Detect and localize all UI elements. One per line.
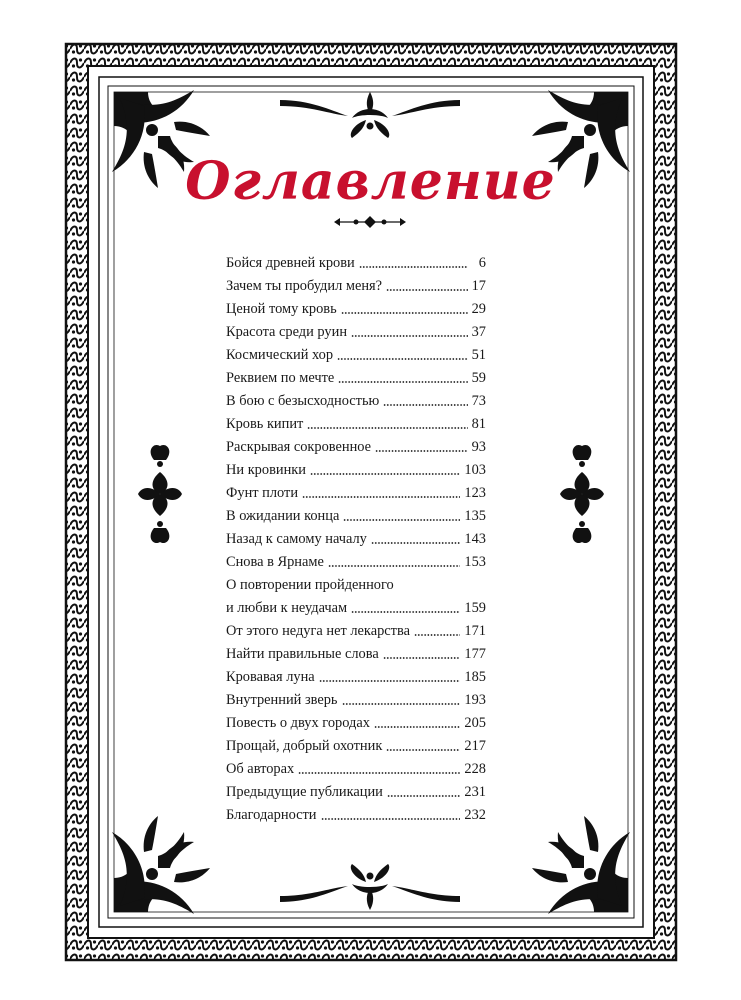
toc-entry-title: и любви к неудачам (226, 600, 348, 616)
toc-entry-page: 231 (464, 784, 486, 800)
toc-entry (226, 643, 486, 666)
toc-entry (226, 804, 486, 827)
toc-entry-title: В ожидании конца (226, 508, 340, 524)
toc-entry (226, 505, 486, 528)
toc-entry-title-line1: О повторении пройденного (226, 577, 394, 593)
toc-leader-dots (374, 725, 461, 729)
toc-entry-page: 6 (478, 255, 486, 271)
toc-entry-page: 228 (464, 761, 486, 777)
toc-entry-page: 103 (464, 462, 486, 478)
toc-entry (226, 367, 486, 390)
toc-entry-page: 123 (464, 485, 486, 501)
toc-entry-title: Найти правильные слова (226, 646, 379, 662)
toc-entry-page: 81 (471, 416, 486, 432)
toc-leader-dots (321, 817, 461, 821)
toc-entry (226, 298, 486, 321)
toc-entry-page: 143 (464, 531, 486, 547)
toc-leader-dots (343, 518, 460, 522)
toc-entry-title: В бою с безысходностью (226, 393, 380, 409)
toc-entry-title: Снова в Ярнаме (226, 554, 324, 570)
toc-entry-page: 153 (464, 554, 486, 570)
toc-entry-title: Космический хор (226, 347, 334, 363)
toc-leader-dots (328, 564, 461, 568)
toc-leader-dots (387, 794, 461, 798)
toc-leader-dots (351, 334, 468, 338)
toc-entry-title: Фунт плоти (226, 485, 299, 501)
toc-entry-title: Назад к самому началу (226, 531, 367, 547)
toc-leader-dots (371, 541, 461, 545)
toc-leader-dots (338, 380, 467, 384)
toc-entry-page: 135 (464, 508, 486, 524)
toc-entry-title: Раскрывая сокровенное (226, 439, 372, 455)
toc-entry (226, 344, 486, 367)
toc-entry (226, 459, 486, 482)
toc-entry-page: 93 (471, 439, 486, 455)
toc-entry (226, 275, 486, 298)
toc-leader-dots (386, 288, 468, 292)
toc-entry-page: 73 (471, 393, 486, 409)
toc-entry-page: 37 (471, 324, 486, 340)
toc-entry-page: 17 (471, 278, 486, 294)
toc-entry (226, 735, 486, 758)
toc-entry (226, 390, 486, 413)
toc-leader-dots (383, 656, 461, 660)
toc-entry (226, 666, 486, 689)
toc-entry (226, 413, 486, 436)
toc-leader-dots (337, 357, 468, 361)
toc-leader-dots (359, 265, 468, 269)
toc-leader-dots (375, 449, 468, 453)
toc-entry-page: 159 (464, 600, 486, 616)
toc-entry-title: Ни кровинки (226, 462, 306, 478)
toc-entry-title: Благодарности (226, 807, 317, 823)
toc-entry-title: Предыдущие публикации (226, 784, 383, 800)
toc-entry (226, 482, 486, 505)
toc-entry-page: 205 (464, 715, 486, 731)
toc-entry-page: 59 (471, 370, 486, 386)
toc-entry (226, 551, 486, 574)
toc-leader-dots (351, 610, 460, 614)
toc-entry-title: Об авторах (226, 761, 295, 777)
toc-leader-dots (319, 679, 461, 683)
toc-entry (226, 321, 486, 344)
toc-entry (226, 436, 486, 459)
toc-entry (226, 781, 486, 804)
toc-leader-dots (383, 403, 467, 407)
toc-entry (226, 528, 486, 551)
toc-entry-page: 232 (464, 807, 486, 823)
toc-entry (226, 712, 486, 735)
toc-entry-page: 193 (464, 692, 486, 708)
toc-entry-page: 177 (464, 646, 486, 662)
toc-entry (226, 620, 486, 643)
toc-entry (226, 758, 486, 781)
toc-entry-title: Бойся древней крови (226, 255, 355, 271)
toc-leader-dots (414, 633, 460, 637)
toc-entry-title: Кровь кипит (226, 416, 304, 432)
toc-leader-dots (341, 311, 468, 315)
toc-entry-title: Прощай, добрый охотник (226, 738, 383, 754)
toc-entry-title: Кровавая луна (226, 669, 315, 685)
page-title: Оглавление (185, 151, 556, 212)
toc-entry-title: Ценой тому кровь (226, 301, 337, 317)
toc-entry (226, 689, 486, 712)
toc-leader-dots (298, 771, 460, 775)
toc-entry-title: Повесть о двух городах (226, 715, 370, 731)
toc-leader-dots (342, 702, 461, 706)
toc-leader-dots (310, 472, 460, 476)
toc-entry-title: Внутренний зверь (226, 692, 338, 708)
toc-leader-dots (386, 748, 460, 752)
toc-entry-page: 185 (464, 669, 486, 685)
toc-leader-dots (307, 426, 467, 430)
toc-entry-page: 217 (464, 738, 486, 754)
toc-entry-title: Реквием по мечте (226, 370, 335, 386)
toc-entry-title: Красота среди руин (226, 324, 348, 340)
toc-entry-page: 171 (464, 623, 486, 639)
table-of-contents (226, 252, 486, 827)
toc-entry (226, 574, 486, 620)
toc-entry-title: Зачем ты пробудил меня? (226, 278, 383, 294)
toc-entry-page: 51 (471, 347, 486, 363)
toc-entry-page: 29 (471, 301, 486, 317)
toc-entry-title: От этого недуга нет лекарства (226, 623, 410, 639)
toc-entry (226, 252, 486, 275)
toc-leader-dots (302, 495, 460, 499)
